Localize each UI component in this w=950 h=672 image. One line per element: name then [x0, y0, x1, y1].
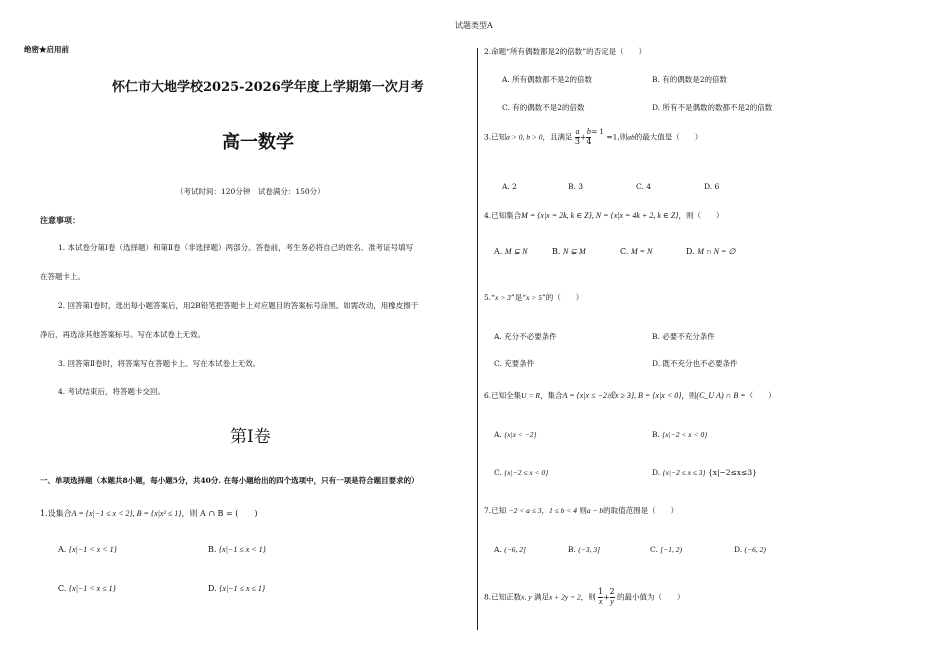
- note-line-1: 1. 本试卷分第Ⅰ卷（选择题）和第Ⅱ卷（非选择题）两部分。答卷前，考生务必将自己的姓名、准考证号填写: [58, 243, 414, 252]
- q6-sets: A = {x|x ≤ −2或x ≥ 3}, B = {x|x < 0}: [562, 391, 682, 400]
- question-6: 6.已知全集U = R，集合A = {x|x ≤ −2或x ≥ 3}, B = {x|x < 0}，则(C_U A) ∩ B =（ ）: [484, 391, 776, 400]
- q6-option-a[interactable]: A. {x|x < −2}: [494, 430, 537, 439]
- q3-option-c[interactable]: C. 4: [636, 182, 652, 191]
- q1-suffix: ，则 A ∩ B = ( ): [181, 509, 258, 518]
- q1-option-c[interactable]: C. {x|−1 < x ≤ 1}: [58, 584, 116, 593]
- question-1: [40, 508, 257, 519]
- note-line-3: 2. 回答第Ⅰ卷时，选出每小题答案后，用2B铅笔把答题卡上对应题目的答案标号涂黑。如需改动，用橡皮擦干: [58, 301, 419, 310]
- question-5: 5.“x > 3”是“x > 5”的（ ）: [484, 293, 584, 302]
- q3-condition: a > 0, b > 0: [506, 132, 543, 142]
- q8-fraction-2: $\frac{2}{y}$: [609, 587, 615, 606]
- column-divider: [477, 48, 478, 630]
- note-line-4: 净后，再选涂其他答案标号。写在本试卷上无效。: [40, 330, 205, 339]
- question-8: 8.已知正数x, y 满足x + 2y = 2，则 $\frac{1}{x}$ + $\frac{2}{y}$ 的最小值为（ ）: [484, 587, 685, 606]
- q4-option-b[interactable]: B. N ⊊ M: [552, 247, 586, 256]
- q6-option-c[interactable]: C. {x|−2 ≤ x < 0}: [494, 468, 549, 477]
- q1-prefix: 1.设集合: [40, 509, 72, 518]
- q6-option-b[interactable]: B. {x|−2 < x < 0}: [652, 430, 708, 439]
- q3-option-a[interactable]: A. 2: [502, 182, 517, 191]
- volume-title: 第Ⅰ卷: [230, 427, 271, 447]
- question-7: 7.已知 −2 < a ≤ 3，1 ≤ b < 4 则a − b的取值范围是（ ）: [484, 506, 679, 515]
- note-line-2: 在答题卡上。: [40, 272, 85, 281]
- q5-option-c[interactable]: C. 充要条件: [494, 359, 535, 368]
- note-line-6: 4. 考试结束后，将答题卡交回。: [58, 387, 166, 396]
- q8-fraction-1: $\frac{1}{x}$: [598, 587, 604, 606]
- q5-option-d[interactable]: D. 既不充分也不必要条件: [652, 359, 738, 368]
- q3-option-d[interactable]: D. 6: [704, 182, 720, 191]
- secret-label: 绝密★启用前: [24, 45, 69, 54]
- subject-title: 高一数学: [222, 132, 294, 153]
- paper-type-label: 试题类型A: [455, 21, 493, 30]
- q2-option-b[interactable]: B. 有的偶数是2的倍数: [652, 75, 728, 84]
- q5-option-a[interactable]: A. 充分不必要条件: [494, 332, 557, 341]
- question-4: 4.已知集合M = {x|x = 2k, k ∈ Z}, N = {x|x = 4k + 2, k ∈ Z}，则（ ）: [484, 211, 724, 220]
- q1-sets: A = {x|−1 ≤ x < 2}, B = {x|x² ≤ 1}: [71, 509, 182, 518]
- q6-option-d[interactable]: D. {x|−2 ≤ x ≤ 3} {x|−2≤x≤3}: [652, 468, 757, 477]
- q4-sets: M = {x|x = 2k, k ∈ Z}, N = {x|x = 4k + 2, k ∈ Z}: [521, 211, 679, 220]
- q5-option-b[interactable]: B. 必要不充分条件: [652, 332, 715, 341]
- q7-option-a[interactable]: A. (−6, 2]: [494, 545, 526, 554]
- q3-fraction-a: $\frac{a}{3}$: [574, 127, 581, 146]
- q4-option-c[interactable]: C. M = N: [620, 247, 653, 256]
- q7-option-b[interactable]: B. (−3, 3]: [568, 545, 601, 554]
- q1-option-d[interactable]: D. {x|−1 ≤ x ≤ 1}: [208, 584, 266, 593]
- note-line-5: 3. 回答第Ⅱ卷时，将答案写在答题卡上。写在本试卷上无效。: [58, 359, 261, 368]
- q4-option-d[interactable]: D. M ∩ N = ∅: [686, 247, 736, 256]
- notes-heading: 注意事项：: [40, 215, 80, 225]
- q2-option-c[interactable]: C. 有的偶数不是2的倍数: [502, 103, 585, 112]
- question-2: 2.命题“所有偶数都是2的倍数”的否定是（ ）: [484, 47, 647, 56]
- question-3: 3.已知a > 0, b > 0，且满足 $\frac{a}{3}$ + $\frac{b}{4}$ = 1 =1,则ab的最大值是（ ）: [484, 127, 703, 146]
- q1-option-a[interactable]: A. {x|−1 < x < 1}: [58, 545, 117, 554]
- q3-fraction-b: $\frac{b}{4}$: [586, 127, 592, 146]
- q2-option-a[interactable]: A. 所有偶数都不是2的倍数: [502, 75, 592, 84]
- q7-option-c[interactable]: C. [−1, 2): [650, 545, 682, 554]
- exam-title: 怀仁市大地学校2025-2026学年度上学期第一次月考: [112, 80, 424, 95]
- q1-option-b[interactable]: B. {x|−1 ≤ x < 1}: [208, 545, 266, 554]
- section-heading: 一、单项选择题（本题共8小题，每小题5分，共40分. 在每小题给出的四个选项中，只有一项是符合题目要求的）: [40, 476, 419, 485]
- exam-info: （考试时间：120分钟 试卷满分：150分）: [176, 187, 325, 196]
- q2-option-d[interactable]: D. 所有不是偶数的数都不是2的倍数: [652, 103, 773, 112]
- q7-option-d[interactable]: D. (−6, 2): [734, 545, 766, 554]
- q3-option-b[interactable]: B. 3: [568, 182, 584, 191]
- q4-option-a[interactable]: A. M ⊊ N: [494, 247, 528, 256]
